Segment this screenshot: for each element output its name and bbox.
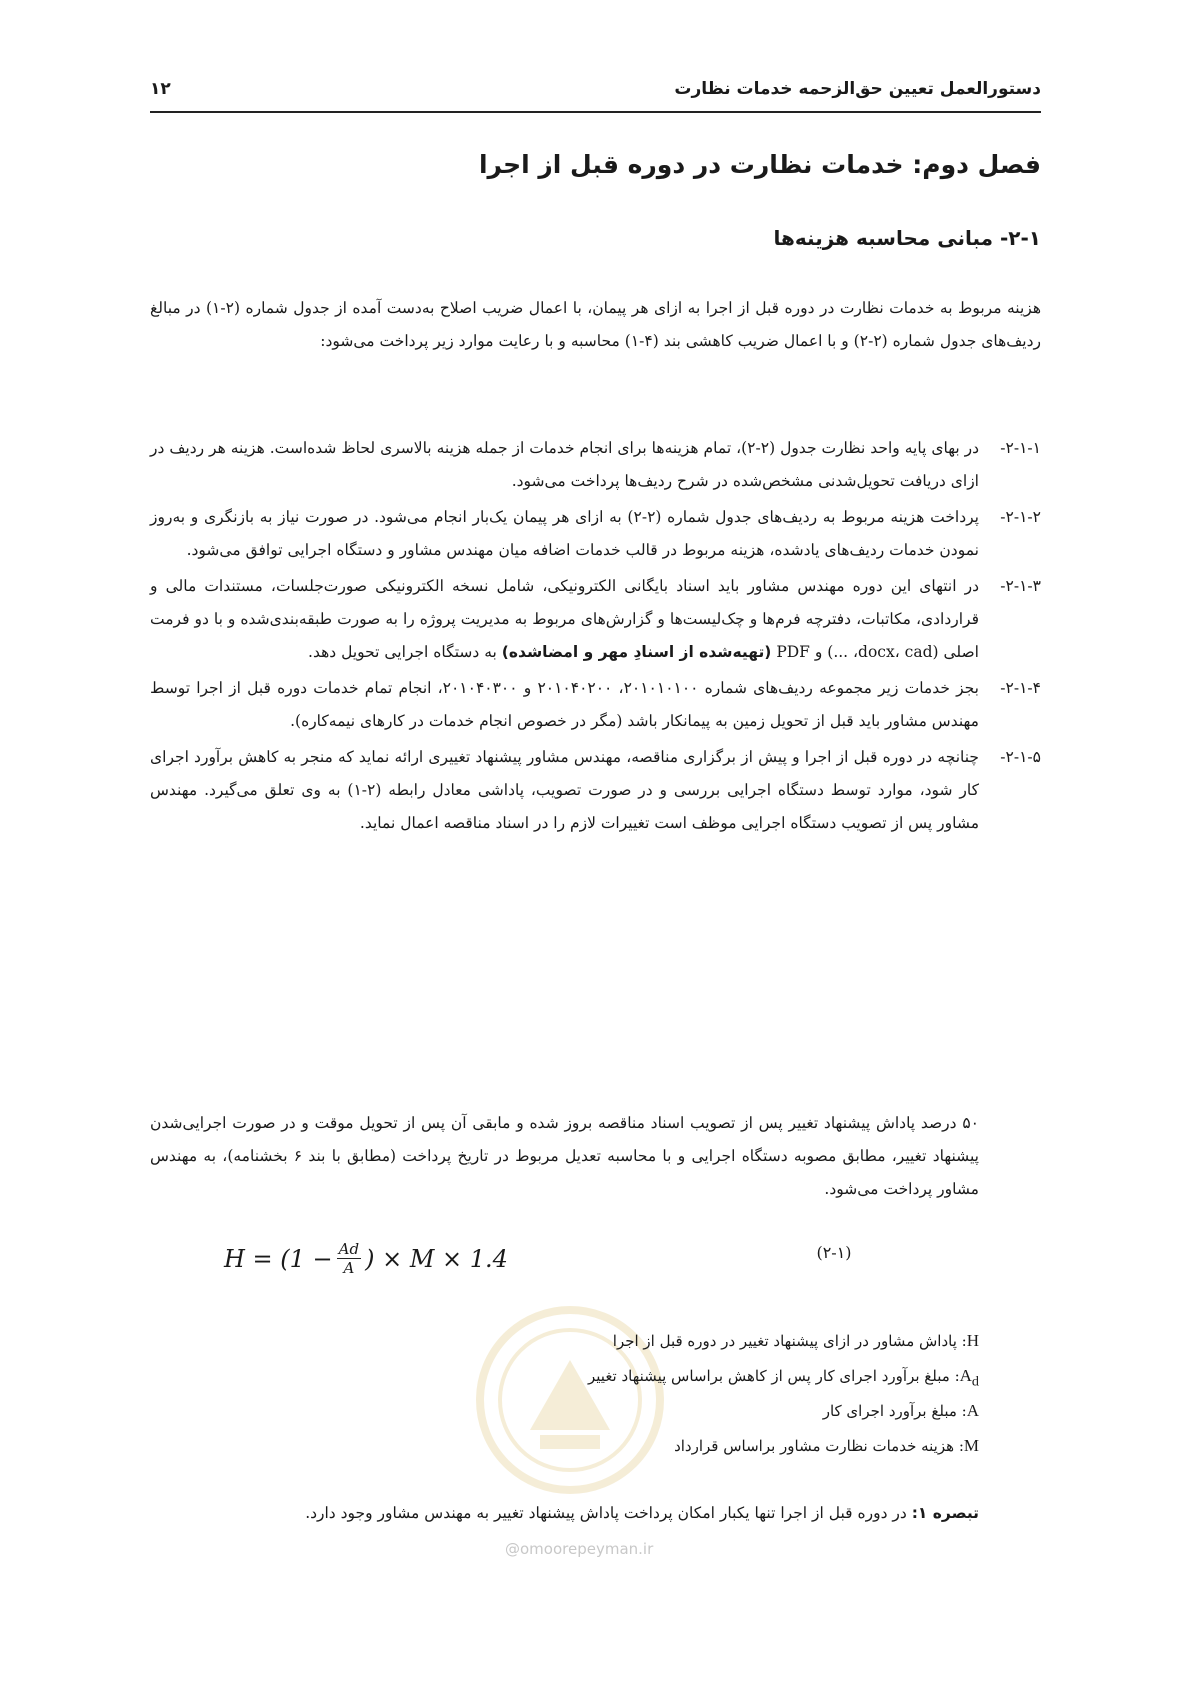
clause-text: بجز خدمات زیر مجموعه ردیف‌های شماره ۲۰۱۰۱۰۱۰۰، ۲۰۱۰۴۰۲۰۰ و ۲۰۱۰۴۰۳۰۰، انجام تمام خدمات دوره قبل از اجرا توسط مهندس مشاور باید قبل از تحویل زمین به پیمانکار باشد (مگر در خصوص انجام خدمات در کارهای نیمه‌کاره).: [150, 679, 979, 730]
header-divider: [150, 111, 1041, 113]
clause-text: پرداخت هزینه مربوط به ردیف‌های جدول شماره (۲-۲) به ازای هر پیمان یک‌بار انجام می‌شود. در صورت نیاز به بازنگری و به‌روز نمودن خدمات ردیف‌های یادشده، هزینه مربوط در قالب خدمات اضافه میان مهندس مشاور و دستگاه اجرایی توافق می‌شود.: [150, 508, 979, 559]
list-item: [150, 501, 1041, 567]
fraction-denominator: A: [343, 1259, 355, 1277]
variable-description: : مبلغ برآورد اجرای کار: [822, 1402, 967, 1420]
page-header: [150, 74, 1041, 104]
clause-bold-text: (تهیه‌شده از اسنادِ مهر و امضاشده): [501, 643, 772, 661]
fraction-numerator: Ad: [338, 1240, 360, 1258]
clause-text-part: به دستگاه اجرایی تحویل دهد.: [308, 643, 502, 661]
variable-description: : مبلغ برآورد اجرای کار پس از کاهش براساس پیشنهاد تغییر: [587, 1367, 960, 1385]
note-text: در دوره قبل از اجرا تنها یکبار امکان پرداخت پاداش پیشنهاد تغییر به مهندس مشاور وجود دارد.: [305, 1504, 912, 1522]
variable-symbol: M: [963, 1436, 979, 1455]
formula-lhs: H = (1 −: [224, 1244, 333, 1273]
clause-text-part: در انتهای این دوره مهندس مشاور باید اسناد بایگانی الکترونیکی، شامل نسخه الکترونیکی صورت‌جلسات، مستندات مالی و قراردادی، مکاتبات، دفترچه فرم‌ها و چک‌لیست‌ها و گزارش‌های مربوط به مدیریت پروژه را به صورت طبقه‌بندی‌شده و با دو فرمت اصلی (docx، cad، ...) و PDF: [150, 577, 979, 661]
definition-item: [379, 1428, 979, 1463]
variable-symbol: H: [966, 1331, 979, 1350]
formula-fraction: [337, 1240, 361, 1277]
clause-number: ۲-۱-۱-: [1000, 439, 1041, 457]
clause-list: [150, 432, 1041, 843]
definition-item: [379, 1323, 979, 1358]
list-item: [150, 672, 1041, 738]
definition-item: [379, 1393, 979, 1428]
variable-symbol: [959, 1366, 979, 1390]
clause-number: ۲-۱-۴-: [1000, 679, 1041, 697]
clause-text: چنانچه در دوره قبل از اجرا و پیش از برگزاری مناقصه، مهندس مشاور پیشنهاد تغییری ارائه نماید که منجر به کاهش برآورد اجرای کار شود، موارد توسط دستگاه اجرایی بررسی و در صورت تصویب، پاداشی معادل رابطه (۲-۱) به وی تعلق می‌گیرد. مهندس مشاور پس از تصویب دستگاه اجرایی موظف است تغییرات لازم را در اسناد مناقصه اعمال نماید.: [150, 748, 979, 832]
clause-number: ۲-۱-۵-: [1000, 748, 1041, 766]
variable-symbol: A: [966, 1401, 979, 1420]
clause-text: در بهای پایه واحد نظارت جدول (۲-۲)، تمام هزینه‌ها برای انجام خدمات از جمله هزینه بالاسری لحاظ شده‌است. هزینه هر ردیف در ازای دریافت تحویل‌شدنی مشخص‌شده در شرح ردیف‌ها پرداخت می‌شود.: [150, 439, 979, 490]
formula-rhs: ) × M × 1.4: [365, 1244, 508, 1273]
chapter-title: فصل دوم: خدمات نظارت در دوره قبل از اجرا: [478, 150, 1041, 179]
reward-formula: [224, 1240, 508, 1277]
equation-label: (۲-۱): [816, 1243, 852, 1262]
site-watermark: @omoorepeyman.ir: [505, 1540, 654, 1558]
list-item: [150, 741, 1041, 840]
header-title: دستورالعمل تعیین حق‌الزحمه خدمات نظارت: [674, 79, 1041, 99]
variable-description: : هزینه خدمات نظارت مشاور براساس قرارداد: [674, 1437, 964, 1455]
variable-definitions: [379, 1323, 979, 1463]
note-label: تبصره ۱:: [911, 1504, 979, 1522]
section-title: ۲-۱- مبانی محاسبه هزینه‌ها: [773, 226, 1041, 250]
definition-item: [379, 1358, 979, 1393]
variable-description: : پاداش مشاور در ازای پیشنهاد تغییر در دوره قبل از اجرا: [612, 1332, 967, 1350]
variable-symbol-base: A: [959, 1366, 972, 1385]
reward-paragraph: ۵۰ درصد پاداش پیشنهاد تغییر پس از تصویب اسناد مناقصه بروز شده و مابقی آن پس از تحویل موقت و در صورت اجرایی‌شدن پیشنهاد تغییر، مطابق مصوبه دستگاه اجرایی و با محاسبه تعدیل مربوط در تاریخ پرداخت (مطابق با بند ۶ بخشنامه)، به مهندس مشاور پرداخت می‌شود.: [150, 1114, 979, 1198]
list-item: [150, 570, 1041, 669]
clause-number: ۲-۱-۳-: [1000, 577, 1041, 595]
page-number: ۱۲: [150, 79, 171, 99]
list-item: [150, 432, 1041, 498]
clause-number: ۲-۱-۲-: [1000, 508, 1041, 526]
intro-paragraph: هزینه مربوط به خدمات نظارت در دوره قبل از اجرا به ازای هر پیمان، با اعمال ضریب اصلاح به‌دست آمده از جدول شماره (۲-۱) در مبالغ ردیف‌های جدول شماره (۲-۲) و با اعمال ضریب کاهشی بند (۴-۱) محاسبه و با رعایت موارد زیر پرداخت می‌شود:: [150, 299, 1042, 350]
note-paragraph: [150, 1497, 979, 1530]
clause-text: [150, 570, 979, 669]
variable-symbol-subscript: d: [971, 1373, 979, 1390]
